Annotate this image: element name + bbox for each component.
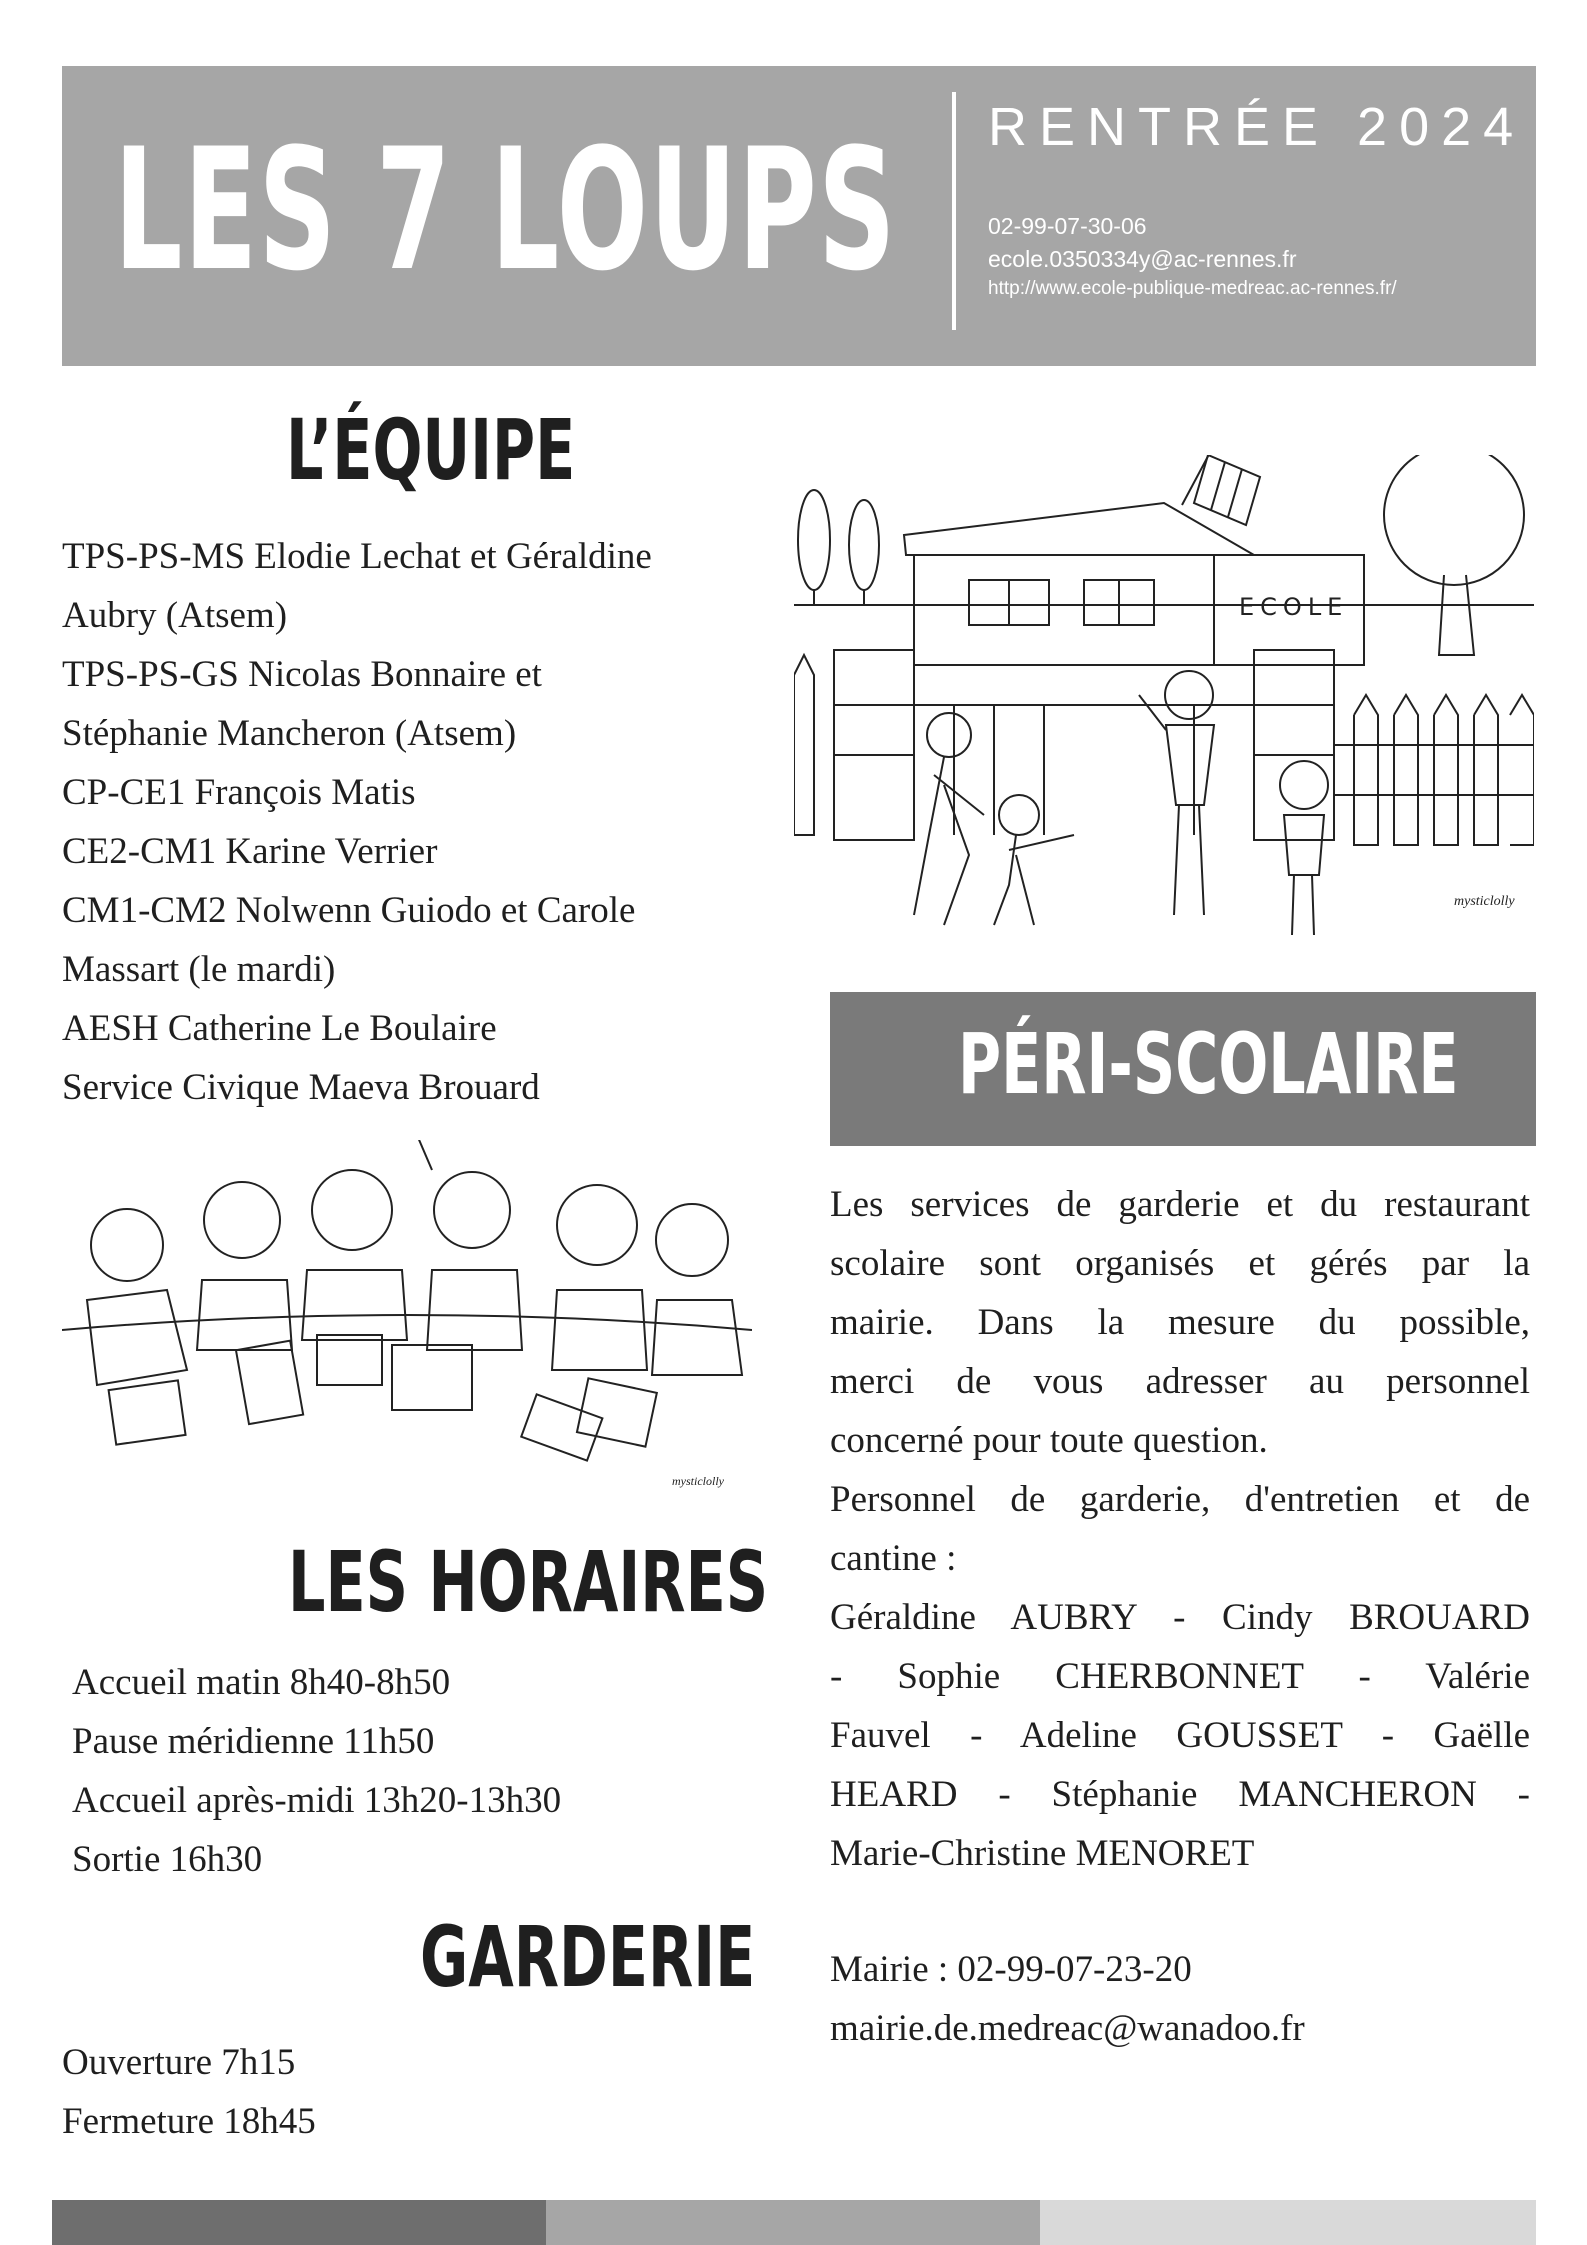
mairie-email[interactable]: mairie.de.medreac@wanadoo.fr (830, 2008, 1305, 2049)
header-banner (62, 66, 1536, 366)
footer-bar-dark (52, 2200, 546, 2245)
team-line: TPS-PS-GS Nicolas Bonnaire et (62, 654, 542, 695)
team-line: AESH Catherine Le Boulaire (62, 1008, 497, 1049)
peri-line: scolaire sont organisés et gérés par la (830, 1243, 1530, 1284)
peri-line: Les services de garderie et du restaurant (830, 1184, 1530, 1225)
equipe-heading: L’ÉQUIPE (286, 401, 576, 499)
peri-line: Marie-Christine MENORET (830, 1833, 1255, 1874)
horaire-line: Pause méridienne 11h50 (72, 1721, 435, 1762)
peri-line: HEARD - Stéphanie MANCHERON - (830, 1774, 1530, 1815)
peri-line: - Sophie CHERBONNET - Valérie (830, 1656, 1530, 1697)
school-email[interactable]: ecole.0350334y@ac-rennes.fr (988, 246, 1297, 272)
garderie-line: Fermeture 18h45 (62, 2101, 316, 2142)
team-line: TPS-PS-MS Elodie Lechat et Géraldine (62, 536, 652, 577)
team-line: Aubry (Atsem) (62, 595, 288, 636)
periscolaire-banner (830, 992, 1536, 1146)
footer-bar-mid (546, 2200, 1040, 2245)
peri-line: Personnel de garderie, d'entretien et de (830, 1479, 1530, 1520)
school-sign: ECOLE (1239, 593, 1349, 621)
peri-line: cantine : (830, 1538, 957, 1579)
team-list (62, 527, 762, 1117)
garderie-list (62, 2033, 742, 2151)
illustrator-signature: mysticlolly (672, 1474, 724, 1488)
classroom-kids-illustration (62, 1140, 752, 1520)
rentree-label: RENTRÉE 2024 (988, 97, 1526, 157)
peri-line: merci de vous adresser au personnel (830, 1361, 1530, 1402)
team-line: CE2-CM1 Karine Verrier (62, 831, 438, 872)
mairie-phone: Mairie : 02-99-07-23-20 (830, 1949, 1192, 1990)
header-divider (952, 92, 956, 330)
peri-line: Fauvel - Adeline GOUSSET - Gaëlle (830, 1715, 1530, 1756)
peri-line: Géraldine AUBRY - Cindy BROUARD (830, 1597, 1530, 1638)
periscolaire-heading: PÉRI-SCOLAIRE (958, 1015, 1459, 1113)
illustrator-signature: mysticlolly (1454, 894, 1515, 909)
peri-line: mairie. Dans la mesure du possible, (830, 1302, 1530, 1343)
team-line: CM1-CM2 Nolwenn Guiodo et Carole (62, 890, 636, 931)
school-phone: 02-99-07-30-06 (988, 213, 1147, 239)
team-line: Service Civique Maeva Brouard (62, 1067, 540, 1108)
footer-bar-light (1040, 2200, 1536, 2245)
horaire-line: Accueil matin 8h40-8h50 (72, 1662, 451, 1703)
garderie-line: Ouverture 7h15 (62, 2042, 296, 2083)
horaires-heading: LES HORAIRES (288, 1533, 769, 1631)
team-line: CP-CE1 François Matis (62, 772, 416, 813)
team-line: Stéphanie Mancheron (Atsem) (62, 713, 517, 754)
school-website[interactable]: http://www.ecole-publique-medreac.ac-rennes.fr/ (988, 278, 1397, 299)
mairie-contact (830, 1940, 1530, 2058)
horaire-line: Accueil après-midi 13h20-13h30 (72, 1780, 562, 1821)
periscolaire-text (830, 1175, 1530, 1883)
peri-line: concerné pour toute question. (830, 1420, 1268, 1461)
team-line: Massart (le mardi) (62, 949, 336, 990)
garderie-heading: GARDERIE (420, 1908, 756, 2006)
school-illustration (794, 455, 1534, 950)
horaires-list (72, 1653, 752, 1889)
horaire-line: Sortie 16h30 (72, 1839, 263, 1880)
school-title: LES 7 LOUPS (114, 112, 897, 308)
